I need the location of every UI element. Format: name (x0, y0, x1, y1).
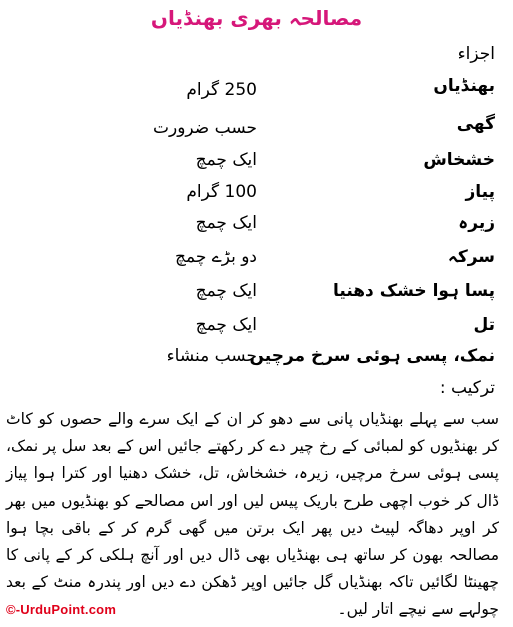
ingredient-quantity: حسب ضرورت (152, 118, 257, 138)
ingredient-name: پسا ہوا خشک دھنیا (333, 281, 495, 301)
ingredient-name: زیرہ (458, 213, 495, 233)
ingredient-quantity: دو بڑے چمچ (175, 247, 257, 267)
ingredient-quantity: ایک چمچ (195, 150, 257, 170)
ingredient-name: سرکہ (447, 247, 495, 267)
method-paragraph: سب سے پہلے بھنڈیاں پانی سے دھو کر ان کے ایک سرے والے حصوں کو کاٹ کر بھنڈیوں کو لمبائی کے رخ چیر دے کر رکھتے جائیں اس کے بعد سل پر نمک، پسی ہوئی سرخ مرچیں، زیرہ، خشخاش، تل، خشک دھنیا اور کترا ہوا پیاز ڈال کر خوب اچھی طرح باریک پیس لیں اور اس مصالحے کو بھنڈیوں میں بھر کر اوپر دھاگہ لپیٹ دیں پھر ایک برتن میں گھی گرم کر کے باقی بچا ہوا مصالحہ بھون کر ساتھ ہی بھنڈیاں بھی ڈال دیں اور آنچ ہلکی کر کے پانی کا چھینٹا لگائیں تاکہ بھنڈیاں گل جائیں اوپر ڈھکن دے دیں اور پندرہ منٹ کے بعد چولہے سے نیچے اتار لیں۔ (6, 410, 499, 619)
ingredient-quantity: 250 گرام (186, 80, 257, 100)
ingredient-quantity: ایک چمچ (195, 213, 257, 233)
recipe-title: مصالحہ بھری بھنڈیاں (150, 6, 363, 30)
ingredient-name: بھنڈیاں (433, 76, 495, 96)
ingredients-heading: اجزاء (457, 44, 495, 64)
ingredient-name: پیاز (465, 182, 495, 202)
copyright-footer: ©-UrduPoint.com (6, 602, 117, 617)
ingredient-name: نمک، پسی ہوئی سرخ مرچیں (249, 346, 495, 366)
ingredient-name: گھی (456, 114, 495, 134)
ingredient-quantity: ایک چمچ (195, 281, 257, 301)
ingredient-name: خشخاش (423, 150, 495, 170)
ingredient-quantity: 100 گرام (186, 182, 257, 202)
ingredient-quantity: حسب منشاء (166, 346, 257, 366)
method-heading: ترکیب : (439, 378, 495, 398)
ingredient-name: تل (473, 315, 495, 335)
ingredient-quantity: ایک چمچ (195, 315, 257, 335)
